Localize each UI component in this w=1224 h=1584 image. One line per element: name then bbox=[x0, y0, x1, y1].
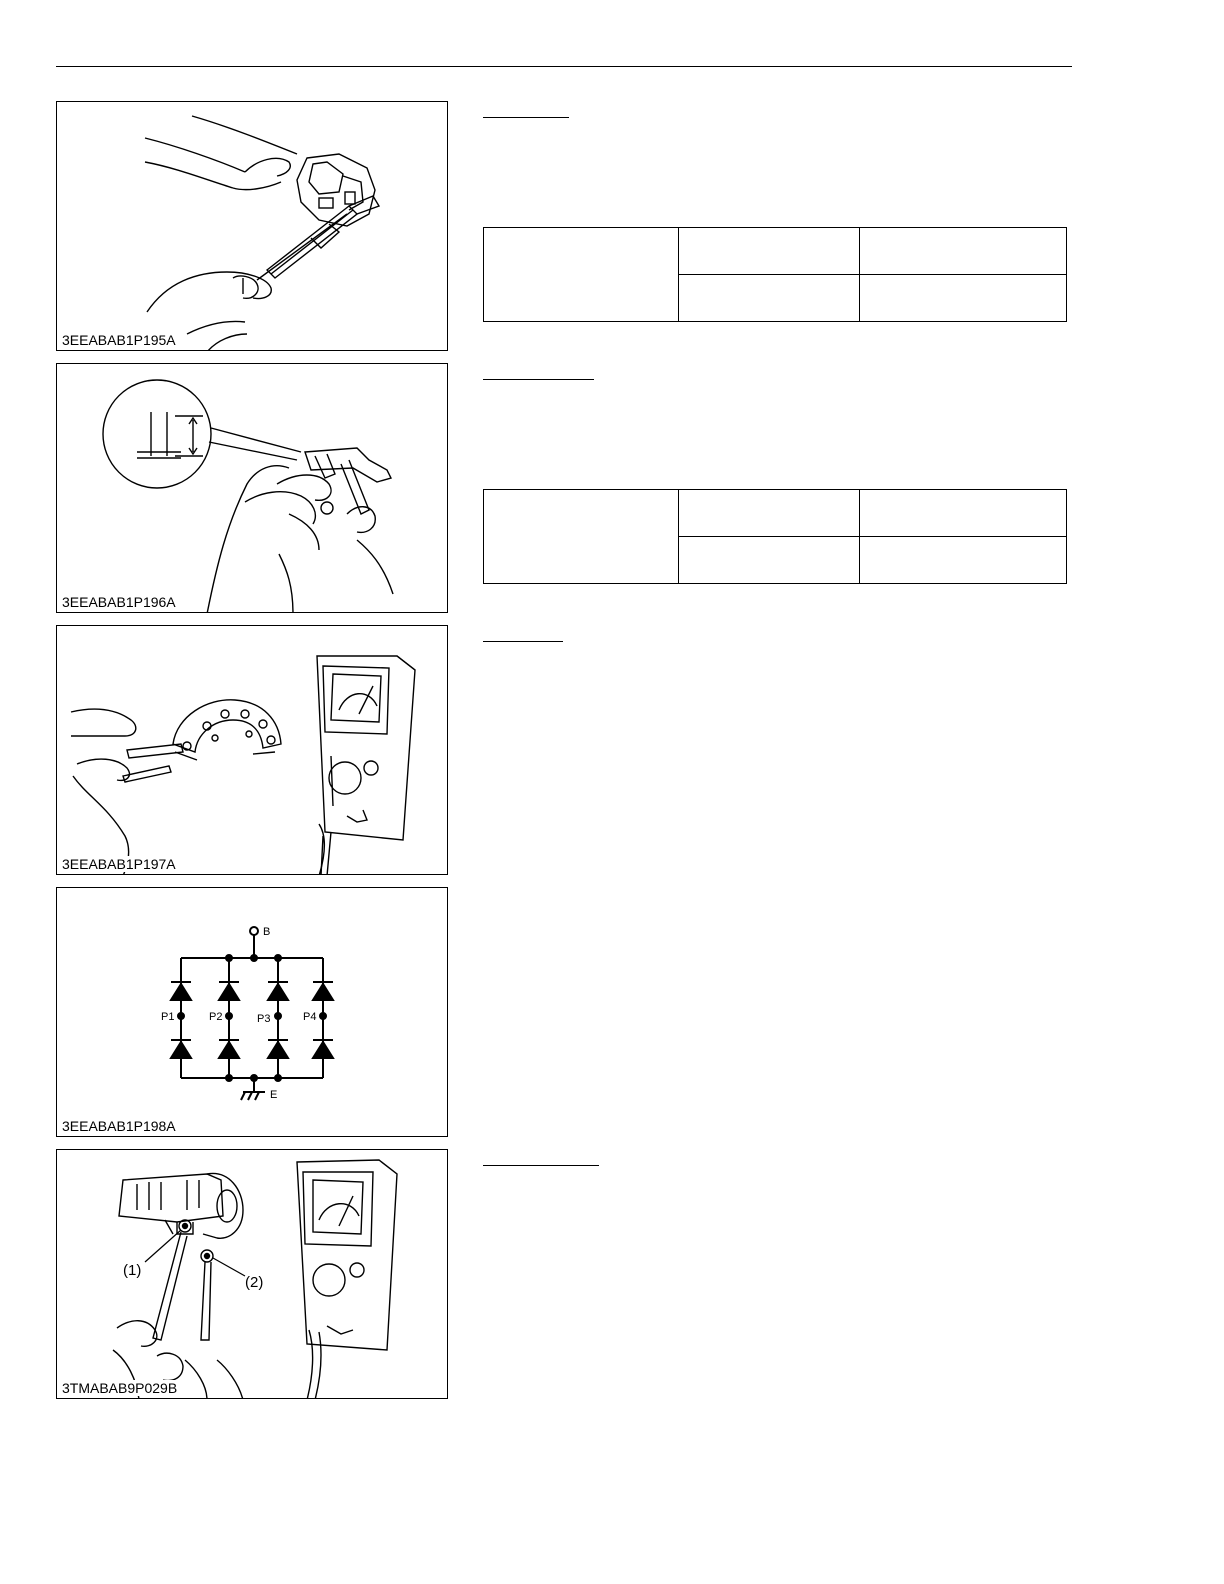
ic-regulator-body bbox=[119, 1174, 223, 1222]
diode-upper-1 bbox=[171, 982, 191, 1000]
spec-table-cell bbox=[860, 275, 1067, 322]
diode-lower-1 bbox=[171, 1040, 191, 1058]
spec-table-cell bbox=[679, 537, 860, 584]
range-selector-knob bbox=[329, 762, 361, 794]
spec-table-cell bbox=[679, 490, 860, 537]
label-p1: P1 bbox=[161, 1011, 175, 1023]
calipers-and-hands-illustration bbox=[57, 102, 448, 351]
multimeter-body bbox=[297, 1160, 397, 1350]
diode-lower-4 bbox=[313, 1040, 333, 1058]
figure-brush-length bbox=[56, 363, 448, 613]
range-selector-knob bbox=[313, 1264, 345, 1296]
callout-1: (1) bbox=[123, 1262, 142, 1279]
callout-2: (2) bbox=[245, 1274, 264, 1291]
spec-table-item-cell bbox=[484, 228, 679, 322]
page-header-rule bbox=[56, 66, 1072, 67]
figure-ic-regulator-test bbox=[56, 1149, 448, 1399]
spec-table-brush-holder bbox=[483, 227, 1067, 322]
figure-code: 3EEABAB1P196A bbox=[62, 594, 176, 610]
label-p3: P3 bbox=[257, 1013, 271, 1025]
spec-table-cell bbox=[860, 228, 1067, 275]
multimeter-body bbox=[317, 656, 415, 840]
section-heading-underline bbox=[483, 117, 569, 118]
figure-brush-measurement bbox=[56, 101, 448, 351]
rectifier-and-ohmmeter-illustration bbox=[57, 626, 448, 875]
diode-upper-3 bbox=[268, 982, 288, 1000]
spec-table-cell bbox=[679, 275, 860, 322]
spec-table-cell bbox=[860, 537, 1067, 584]
calipers-brush-length-illustration bbox=[57, 364, 448, 613]
spec-table-brush-length bbox=[483, 489, 1067, 584]
section-heading-underline bbox=[483, 379, 594, 380]
figure-rectifier-schematic bbox=[56, 887, 448, 1137]
figure-code: 3EEABAB1P198A bbox=[62, 1118, 176, 1134]
label-p4: P4 bbox=[303, 1011, 317, 1023]
label-e: E bbox=[270, 1089, 278, 1101]
spec-table-cell bbox=[860, 490, 1067, 537]
diode-upper-4 bbox=[313, 982, 333, 1000]
detail-magnifier-circle bbox=[103, 380, 211, 488]
label-p2: P2 bbox=[209, 1011, 223, 1023]
diode-upper-2 bbox=[219, 982, 239, 1000]
diode-lower-2 bbox=[219, 1040, 239, 1058]
terminal-b-node bbox=[250, 927, 258, 935]
figure-rectifier-test bbox=[56, 625, 448, 875]
figure-code: 3EEABAB1P197A bbox=[62, 856, 176, 872]
figure-code: 3TMABAB9P029B bbox=[62, 1380, 178, 1396]
diode-lower-3 bbox=[268, 1040, 288, 1058]
spec-table-item-cell bbox=[484, 490, 679, 584]
diode-bridge-schematic bbox=[57, 888, 448, 1137]
label-b: B bbox=[263, 926, 271, 938]
spec-table-cell bbox=[679, 228, 860, 275]
figure-code: 3EEABAB1P195A bbox=[62, 332, 176, 348]
section-heading-underline bbox=[483, 1165, 599, 1166]
section-heading-underline bbox=[483, 641, 563, 642]
